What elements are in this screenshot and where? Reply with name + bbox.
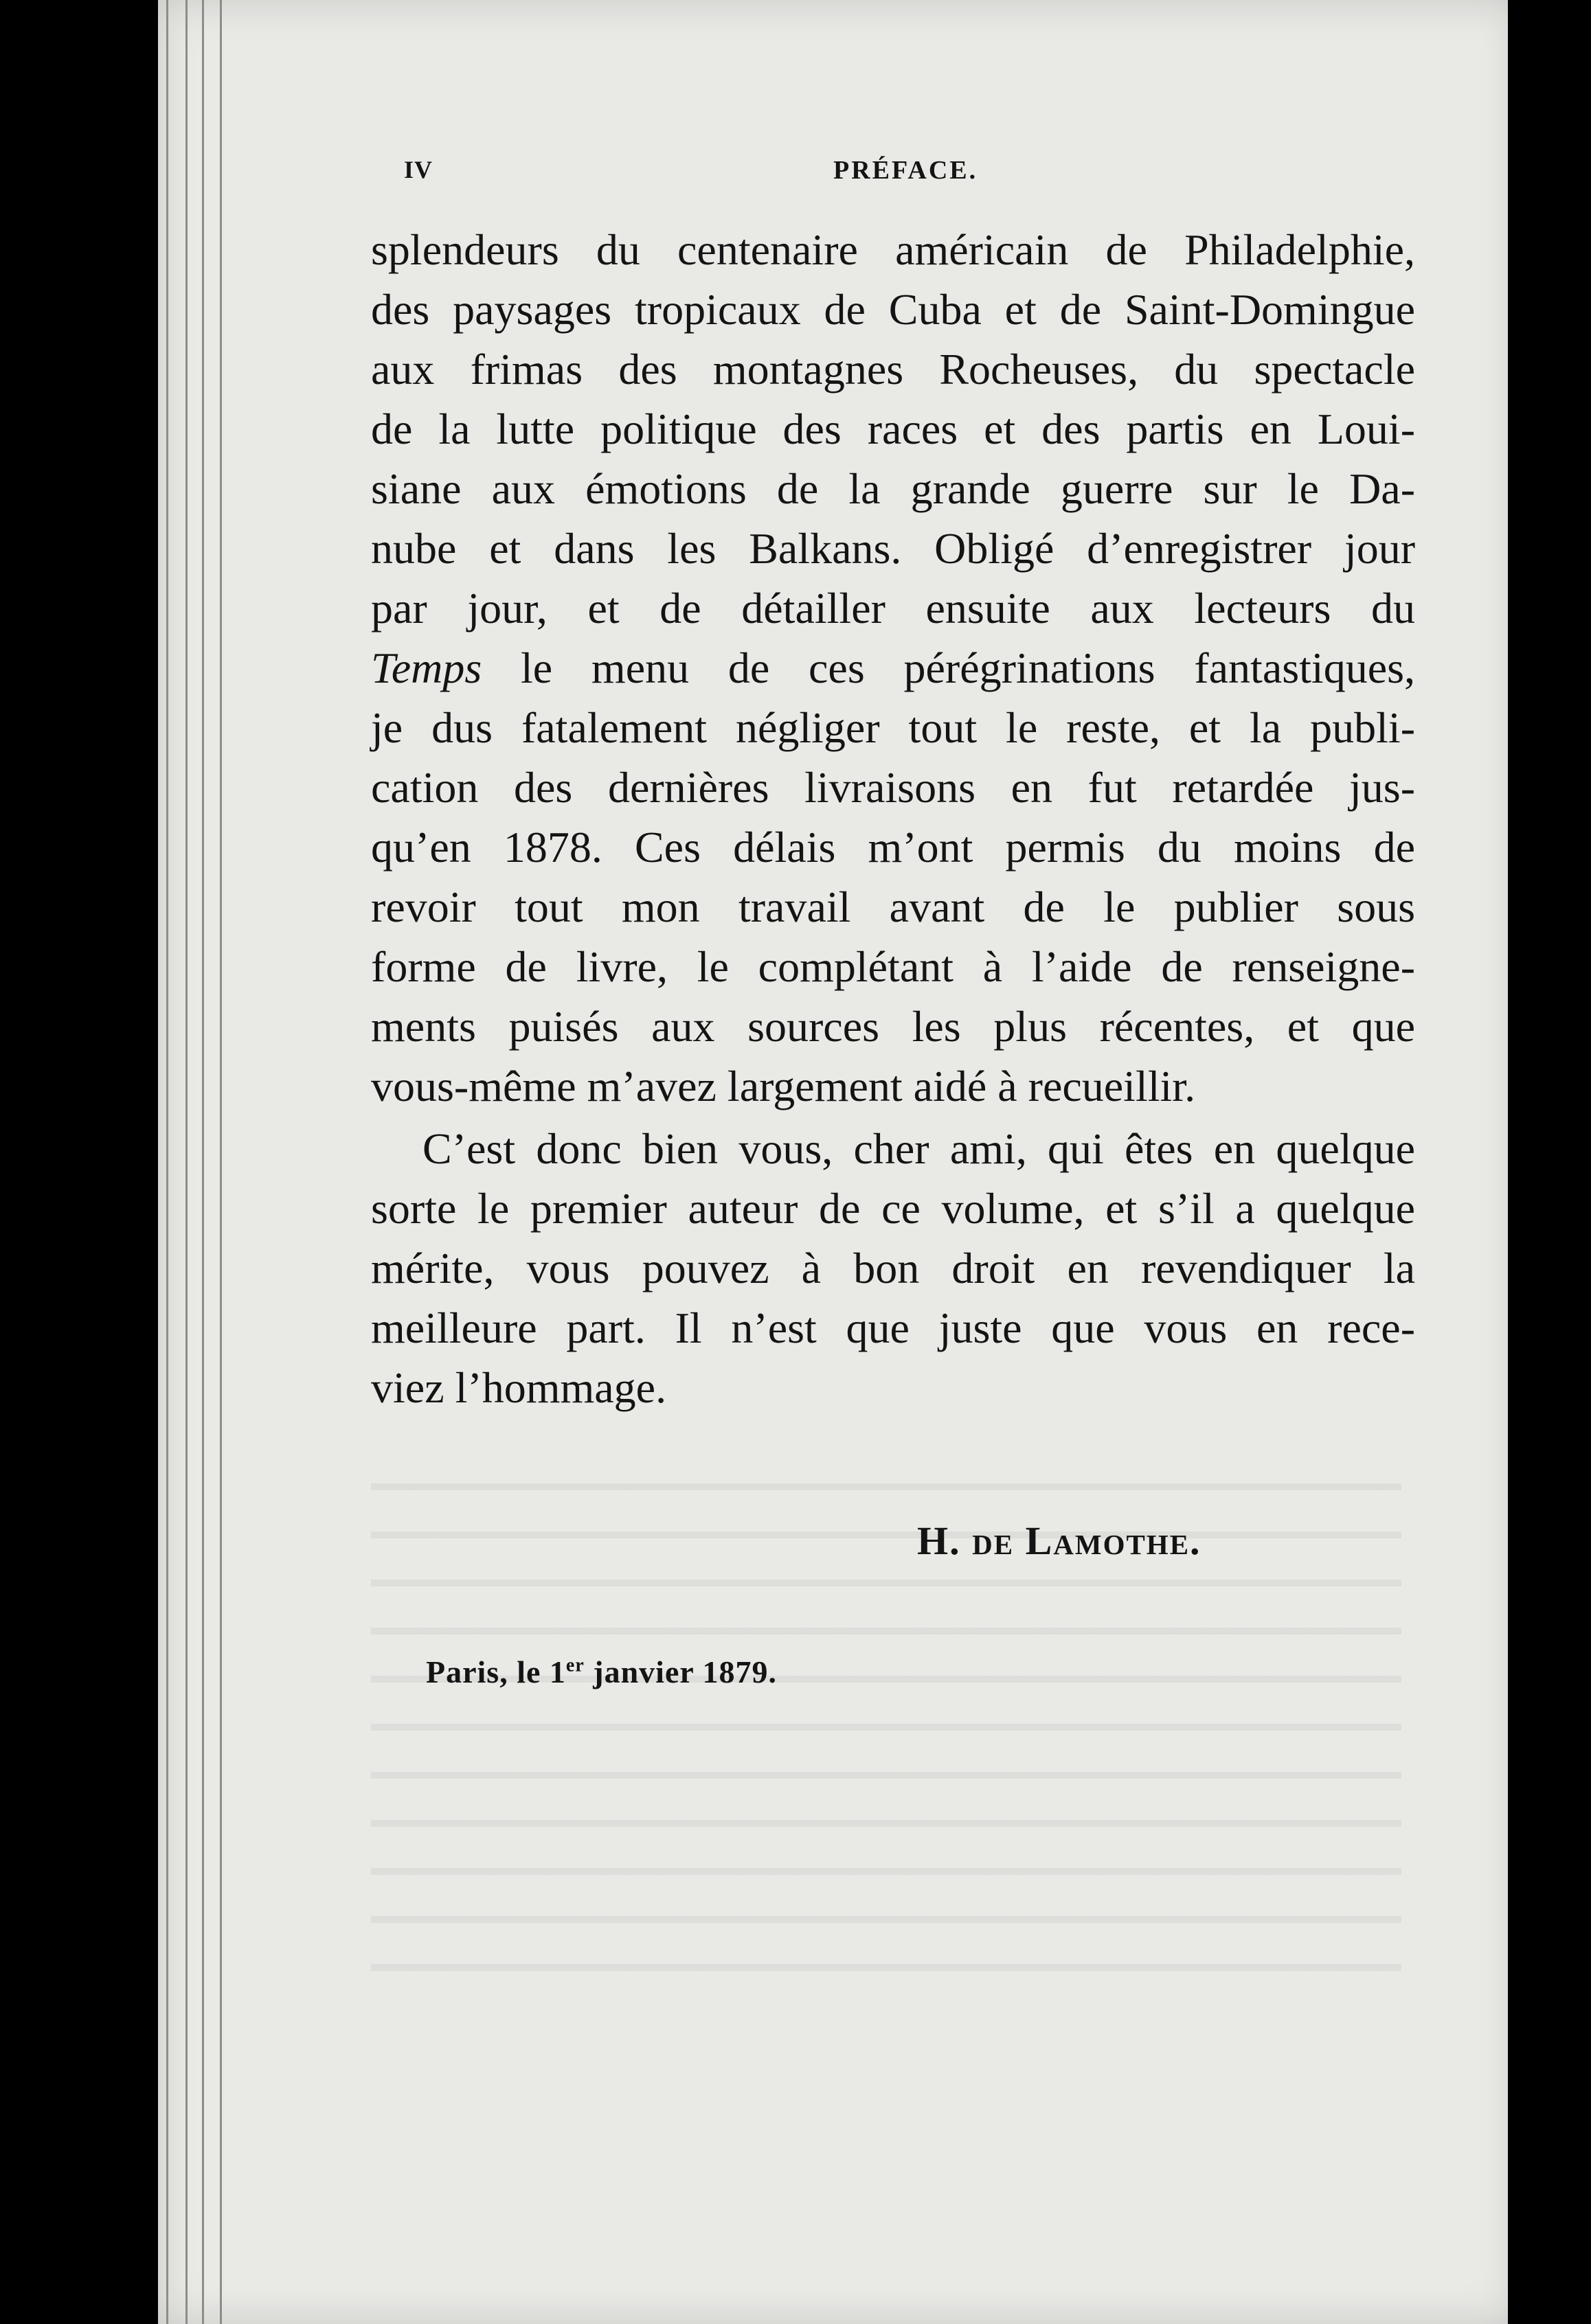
text-line: nube et dans les Balkans. Obligé d’enregistrer jour	[371, 524, 1415, 573]
text-line: viez l’hommage.	[371, 1363, 667, 1412]
text-line: splendeurs du centenaire américain de Philadelphie,	[371, 225, 1415, 274]
page-edges	[159, 0, 235, 2324]
text-line: ments puisés aux sources les plus récentes, et que	[371, 1002, 1415, 1051]
text-line: vous-même m’avez largement aidé à recueillir.	[371, 1062, 1196, 1110]
body-text	[371, 220, 1415, 1417]
text-line: C’est donc bien vous, cher ami, qui êtes en quelque	[422, 1124, 1415, 1173]
running-title: PRÉFACE.	[833, 156, 978, 185]
text-line: siane aux émotions de la grande guerre sur le Da-	[371, 464, 1415, 513]
author-signature	[917, 1518, 1201, 1564]
dateline-ordinal: er	[565, 1654, 585, 1676]
page-edge-line	[202, 0, 204, 2324]
page-edge-line	[185, 0, 188, 2324]
text-line: sorte le premier auteur de ce volume, et s’il a quelque	[371, 1184, 1415, 1233]
text-line: qu’en 1878. Ces délais m’ont permis du moins de	[371, 823, 1415, 872]
text-line: je dus fatalement négliger tout le reste, et la publi-	[371, 703, 1415, 752]
signature-initial: H. de	[917, 1518, 1015, 1563]
text-line: des paysages tropicaux de Cuba et de Saint-Domingue	[371, 285, 1415, 334]
text-line-with-italic	[371, 638, 1415, 698]
binding-shadow	[1508, 0, 1591, 2324]
text-line-rest: le menu de ces pérégrinations fantastiques,	[521, 643, 1416, 692]
text-line: par jour, et de détailler ensuite aux lecteurs du	[371, 584, 1415, 633]
italic-title: Temps	[371, 643, 482, 692]
show-through-text	[371, 1442, 1401, 1992]
dateline-suffix: janvier 1879.	[584, 1654, 777, 1689]
page-edge-line	[220, 0, 222, 2324]
page-edge-line	[166, 0, 168, 2324]
text-line: revoir tout mon travail avant de le publier sous	[371, 882, 1415, 931]
text-line: aux frimas des montagnes Rocheuses, du spectacle	[371, 345, 1415, 394]
signature-surname: Lamothe.	[1025, 1518, 1201, 1563]
dateline	[426, 1654, 777, 1690]
page-number: IV	[404, 156, 433, 183]
running-head	[404, 152, 1414, 194]
text-line: mérite, vous pouvez à bon droit en revendiquer la	[371, 1244, 1415, 1292]
text-line: forme de livre, le complétant à l’aide de renseigne-	[371, 942, 1415, 991]
text-line: meilleure part. Il n’est que juste que vous en rece-	[371, 1303, 1415, 1352]
dateline-prefix: Paris, le 1	[426, 1654, 566, 1689]
text-line: de la lutte politique des races et des partis en Loui-	[371, 405, 1415, 453]
text-line: cation des dernières livraisons en fut retardée jus-	[371, 763, 1415, 812]
